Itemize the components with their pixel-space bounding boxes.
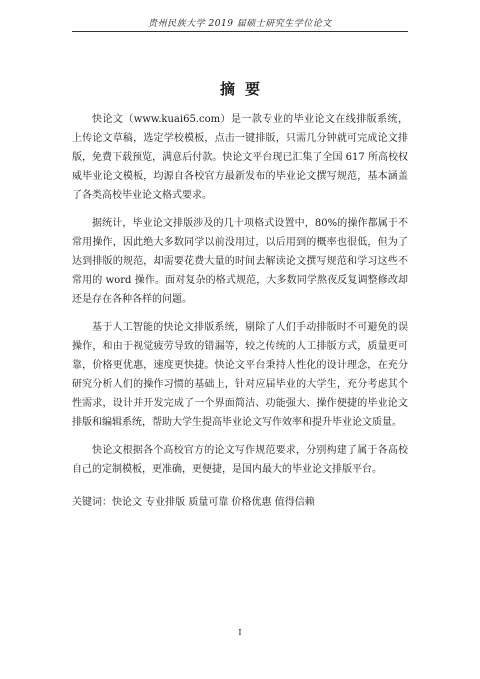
paragraph: 快论文（www.kuai65.com）是一款专业的毕业论文在线排版系统，上传论文草稿，选定学校模板，点击一键排版，只需几分钟就可完成论文排版，免费下载预览，满意后付款。快论文平台现已汇集了全国 617 所高校权威毕业论文模板，均源自各校官方最新发布的毕业论文撰写规范，基本涵盖了各类高校毕业论文格式要求。 [72,114,408,201]
paragraph: 据统计，毕业论文排版涉及的几十项格式设置中，80%的操作都属于不常用操作，因此绝大多数同学以前没用过，以后用到的概率也很低，但为了达到排版的规范，却需要花费大量的时间去解读论文撰写规范和学习这些不常用的 word 操作。面对复杂的格式规范，大多数同学熬夜反复调整修改却还是存在各种各样的问题。 [72,218,408,305]
page-number: I [238,628,242,637]
paragraph: 快论文根据各个高校官方的论文写作规范要求，分别构建了属于各高校自己的定制模板，更准确，更便捷，是国内最大的毕业论文排版平台。 [72,445,408,475]
keywords: 关键词：快论文 专业排版 质量可靠 价格优惠 值得信赖 [72,497,315,508]
paragraph: 基于人工智能的快论文排版系统，剔除了人们手动排版时不可避免的误操作，和由于视觉疲劳导致的错漏等，较之传统的人工排版方式，质量更可靠，价格更优惠，速度更快捷。快论文平台秉持人性化的设计理念，在充分研究分析人们的操作习惯的基础上，针对应届毕业的大学生，充分考虑其个性需求，设计并开发完成了一个界面简洁、功能强大、操作便捷的毕业论文排版和编辑系统，帮助大学生提高毕业论文写作效率和提升毕业论文质量。 [72,322,408,428]
header-rule [72,31,408,32]
abstract-body [72,110,408,521]
abstract-title: 摘要 [219,80,270,98]
running-header: 贵州民族大学 2019 届硕士研究生学位论文 [148,19,332,29]
